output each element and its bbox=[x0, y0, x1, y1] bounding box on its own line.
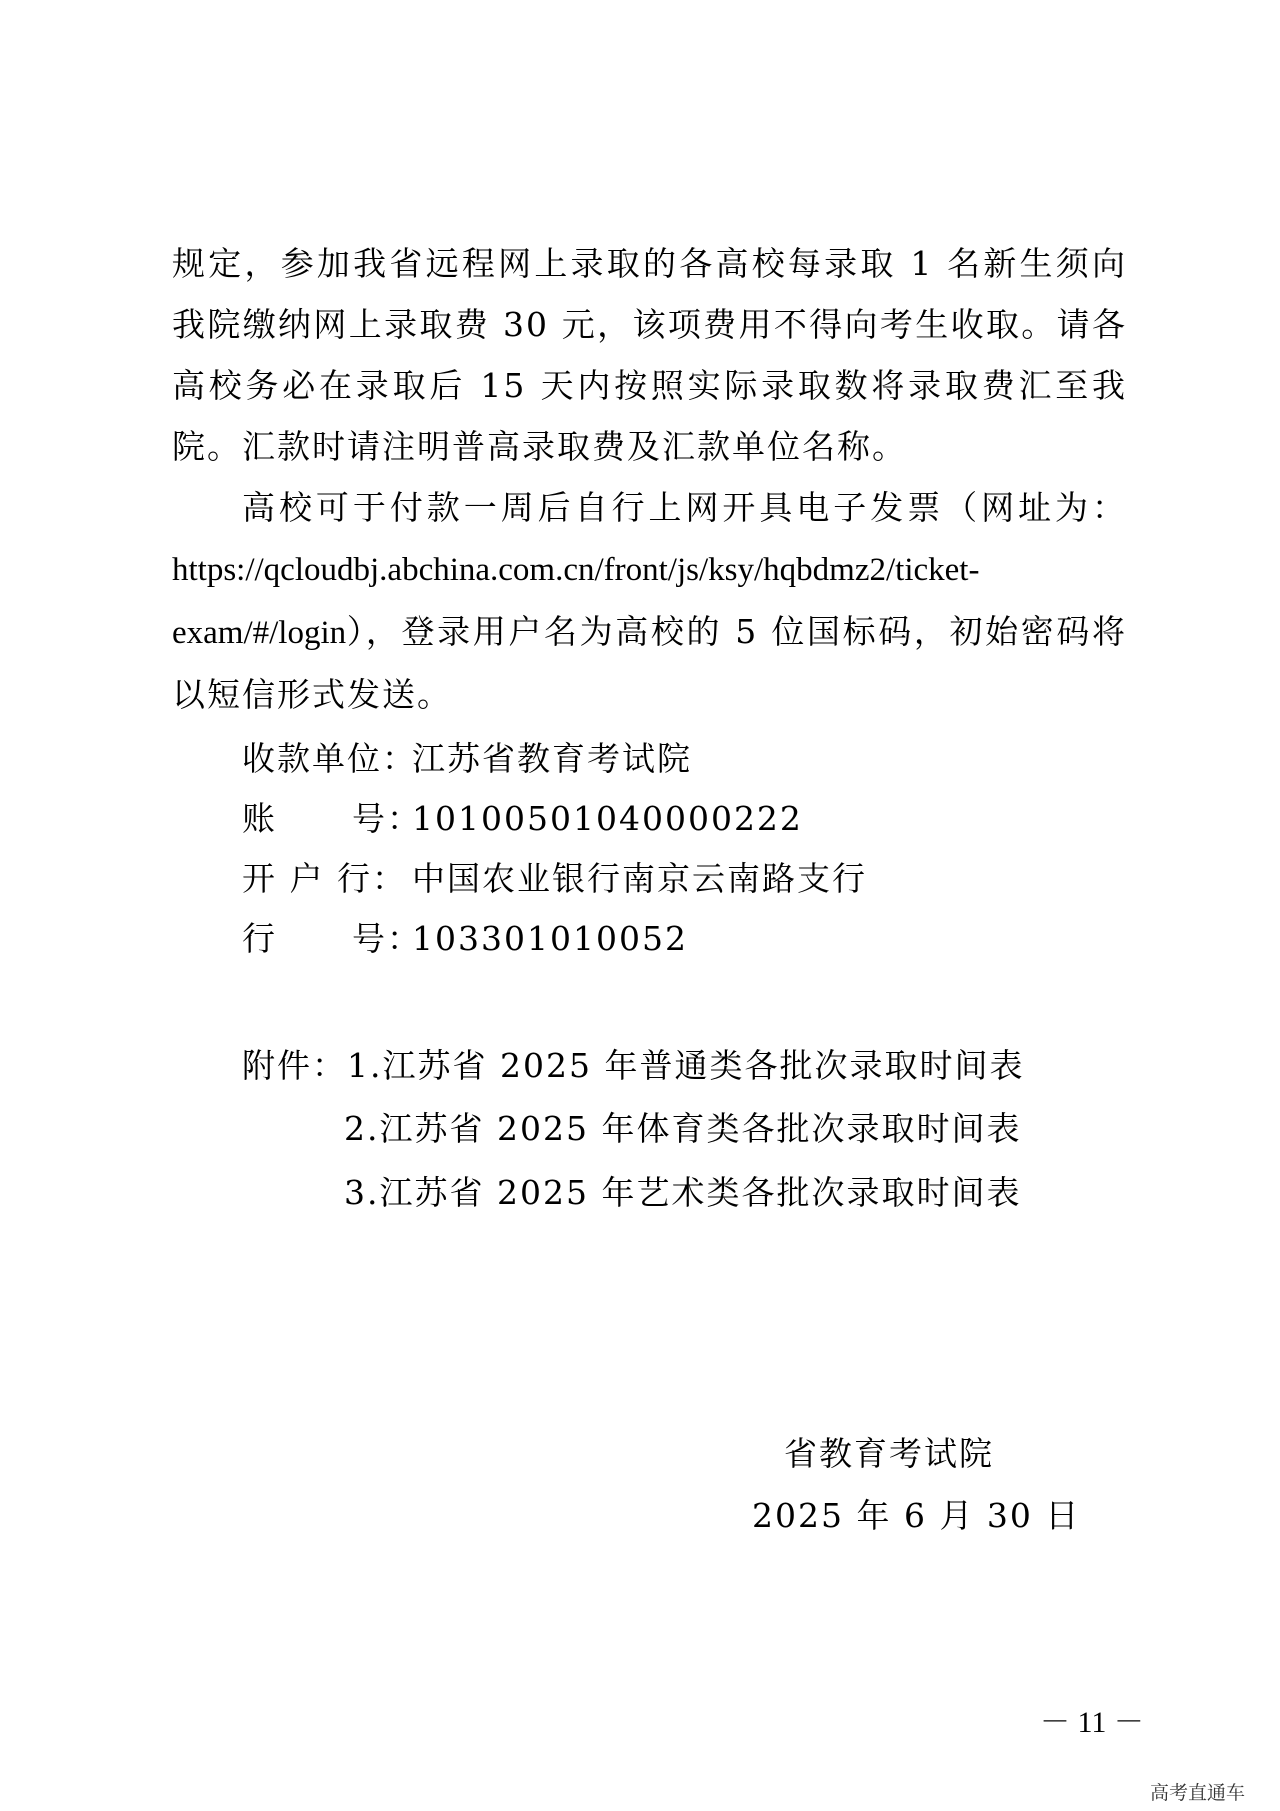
account-row bbox=[242, 788, 803, 849]
attachment-item: 2.江苏省 2025 年体育类各批次录取时间表 bbox=[344, 1109, 1022, 1148]
account-value: 10100501040000222 bbox=[412, 799, 803, 838]
invoice-url[interactable]: https://qcloudbj.abchina.com.cn/front/js/ksy/hqbdmz2/ticket-exam/#/login bbox=[172, 552, 980, 651]
payee-value: 江苏省教育考试院 bbox=[412, 739, 692, 778]
page-number: － 11 － bbox=[1040, 1706, 1144, 1739]
attachment-item: 1.江苏省 2025 年普通类各批次录取时间表 bbox=[347, 1046, 1025, 1085]
bank-code-label: 行 号： bbox=[242, 919, 422, 958]
invoice-paragraph bbox=[172, 477, 1127, 725]
account-label: 账 号： bbox=[242, 799, 422, 838]
bank-row bbox=[242, 848, 867, 909]
attachment-item: 3.江苏省 2025 年艺术类各批次录取时间表 bbox=[344, 1173, 1022, 1212]
attachment-row-1 bbox=[242, 1035, 1024, 1096]
signature-date: 2025 年 6 月 30 日 bbox=[752, 1496, 1081, 1535]
bank-code-row bbox=[242, 908, 688, 969]
signature-org: 省教育考试院 bbox=[784, 1434, 994, 1473]
payee-label: 收款单位： bbox=[242, 739, 417, 778]
invoice-text-after: ），登录用户名为高校的 5 位国标码，初始密码将以短信形式发送。 bbox=[172, 612, 1127, 714]
attachments-label: 附件： bbox=[242, 1046, 347, 1085]
payee-row bbox=[242, 728, 692, 789]
fee-paragraph: 规定，参加我省远程网上录取的各高校每录取 1 名新生须向我院缴纳网上录取费 30 元，该项费用不得向考生收取。请各高校务必在录取后 15 天内按照实际录取数将录取费汇至我院。汇款时请注明普高录取费及汇款单位名称。 bbox=[172, 244, 1127, 466]
bank-value: 中国农业银行南京云南路支行 bbox=[412, 859, 867, 898]
invoice-text-before: 高校可于付款一周后自行上网开具电子发票（网址为： bbox=[242, 488, 1127, 527]
watermark: 高考直通车 bbox=[1150, 1782, 1246, 1804]
bank-label: 开 户 行： bbox=[242, 859, 407, 898]
bank-code-value: 103301010052 bbox=[412, 919, 688, 958]
